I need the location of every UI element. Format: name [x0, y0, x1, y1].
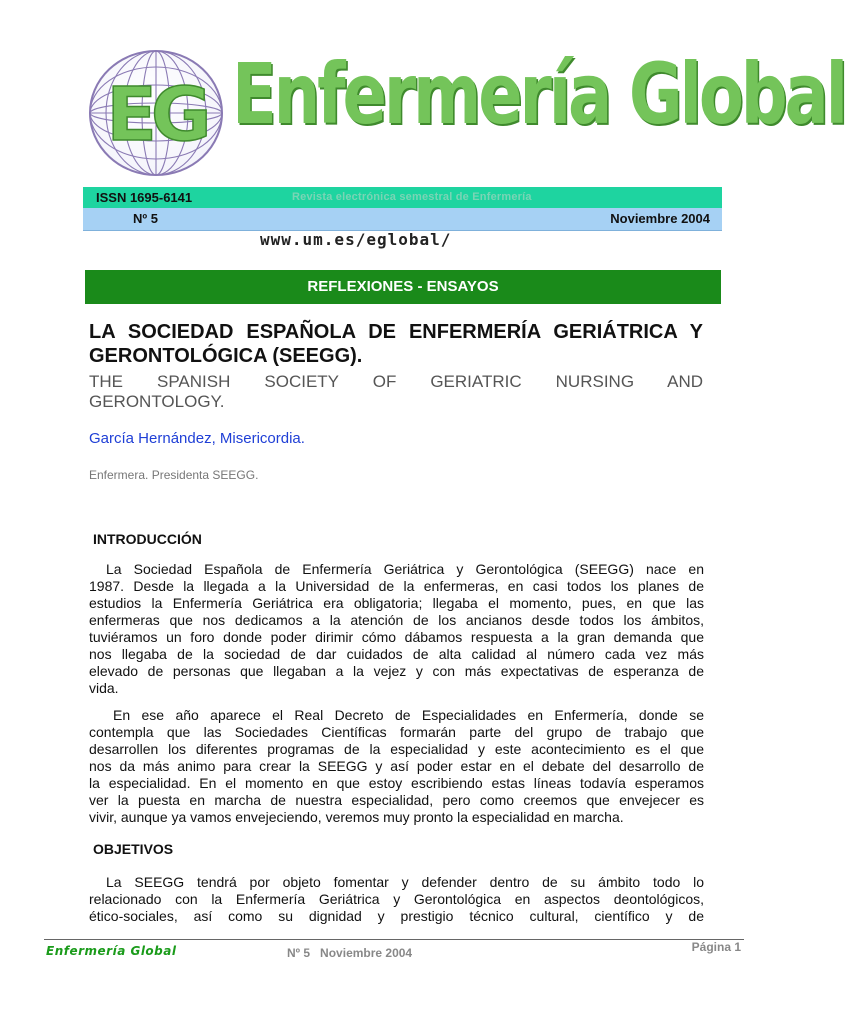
footer-divider	[44, 939, 744, 940]
paragraph-line: relacionado con la Enfermería Geriátrica y Gerontológica en aspectos deontológicos,	[89, 891, 704, 907]
title-line: LA SOCIEDAD ESPAÑOLA DE ENFERMERÍA GERIÁTRICA Y	[89, 321, 703, 343]
paragraph-line: ver la puesta en marcha de nuestra especialidad, pero como creemos que envejecer es	[89, 792, 704, 808]
decree-paragraph	[89, 707, 704, 826]
page-number: Página 1	[691, 940, 741, 954]
section-banner: REFLEXIONES - ENSAYOS	[85, 270, 721, 304]
paragraph-line: enfermeras que nos dedicamos a la atención de los ancianos desde todos los ámbitos,	[89, 612, 704, 628]
journal-tagline: Revista electrónica semestral de Enfermería	[292, 191, 532, 203]
paragraph-line: estudios la Enfermería Geriátrica era obligatoria; llegaba el momento, pues, en que las	[89, 595, 704, 611]
paragraph-line: La Sociedad Española de Enfermería Geriátrica y Gerontológica (SEEGG) nace en	[106, 561, 704, 577]
eg-globe-logo	[86, 48, 226, 178]
paragraph-line: vida.	[89, 680, 119, 696]
issue-number: Nº 5	[133, 211, 158, 226]
issn: ISSN 1695-6141	[96, 190, 193, 205]
title-line: GERONTOLÓGICA (SEEGG).	[89, 345, 363, 367]
paragraph-line: desarrollen los diferentes programas de la especialidad y este acontecimiento es el que	[89, 741, 704, 757]
paragraph-line: la especialidad. En el momento en que estoy escribiendo estas líneas todavía esperamos	[89, 775, 704, 791]
article-subtitle	[89, 372, 703, 412]
issue-date: Noviembre 2004	[610, 211, 710, 226]
footer-brand: Enfermería Global	[46, 944, 177, 958]
paragraph-line: tuviéramos un foro donde poder dirimir cómo dábamos respuesta a la gran demanda que	[89, 629, 704, 645]
brand-wordmark: Enfermería Global	[232, 45, 845, 143]
footer-issue: Nº 5 Noviembre 2004	[287, 946, 413, 960]
article-author: García Hernández, Misericordia.	[89, 430, 305, 447]
paragraph-line: ético-sociales, así como su dignidad y prestigio técnico cultural, científico y de	[89, 908, 704, 924]
paragraph-line: vivir, aunque ya vamos envejeciendo, veremos muy pronto la especialidad en marcha.	[89, 809, 624, 825]
paragraph-line: 1987. Desde la llegada a la Universidad de la enfermeras, en casi todos los planes de	[89, 578, 704, 594]
subtitle-line: GERONTOLOGY.	[89, 392, 225, 411]
objectives-heading: OBJETIVOS	[93, 841, 174, 857]
paragraph-line: nos da más animo para crear la SEEGG y así poder estar en el debate del desarrollo de	[89, 758, 704, 774]
paragraph-line: contempla que las Sociedades Científicas formarán parte del grupo de trabajo que	[89, 724, 704, 740]
objectives-paragraph	[89, 874, 704, 925]
intro-paragraph	[89, 561, 704, 697]
paragraph-line: En ese año aparece el Real Decreto de Especialidades en Enfermería, donde se	[113, 707, 704, 723]
journal-url[interactable]: www.um.es/eglobal/	[260, 230, 452, 249]
article-title	[89, 320, 703, 368]
paragraph-line: nos llegaba de la sociedad de dar cuidados de alta calidad al número cada vez más	[89, 646, 704, 662]
intro-heading: INTRODUCCIÓN	[93, 531, 202, 547]
paragraph-line: La SEEGG tendrá por objeto fomentar y defender dentro de su ámbito todo lo	[106, 874, 704, 890]
paragraph-line: elevado de personas que llegaban a la vejez y con más expectativas de esperanza de	[89, 663, 704, 679]
logo-letters: EG	[106, 72, 206, 158]
subtitle-line: THE SPANISH SOCIETY OF GERIATRIC NURSING AND	[89, 372, 703, 391]
author-affiliation: Enfermera. Presidenta SEEGG.	[89, 468, 259, 482]
